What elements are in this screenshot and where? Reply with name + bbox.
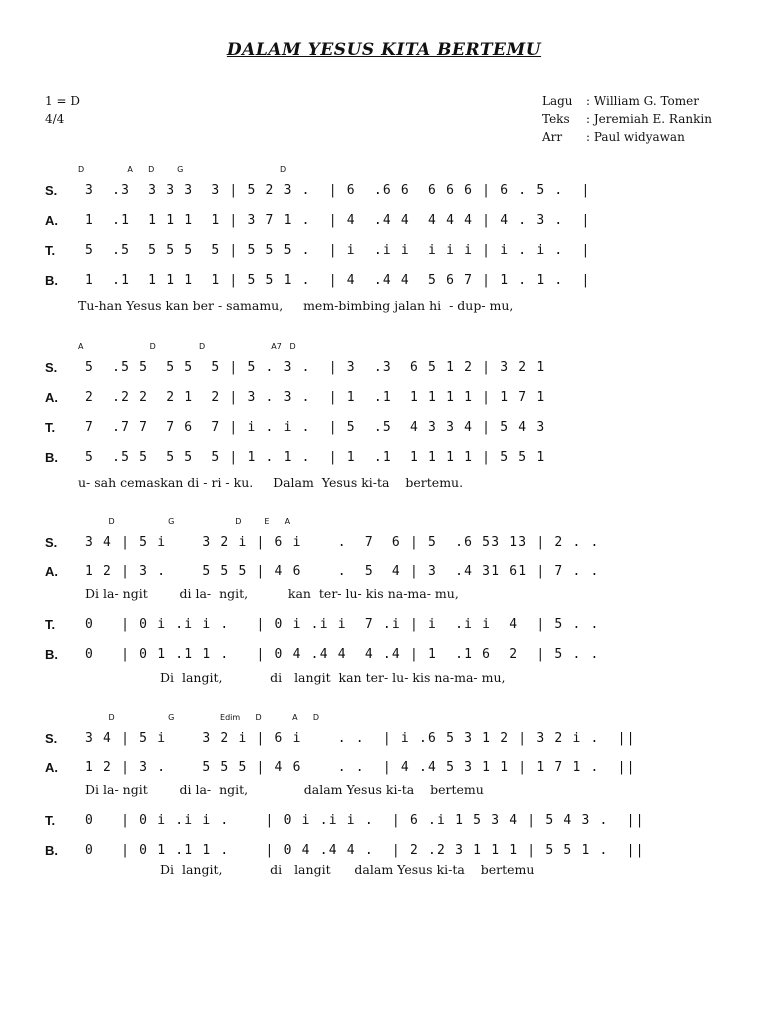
voice-notes: 3 4 | 5 i 3 2 i | 6 i . . | i .6 5 3 1 2 | 3 2 i . || [85,731,636,746]
voice-row [0,360,768,382]
voice-notes: 5 .5 5 5 5 5 | 5 5 5 . | i .i i i i i | i . i . | [85,243,591,258]
voice-label: T. [45,617,56,632]
voice-label: A. [45,390,58,405]
voice-row [0,183,768,205]
voice-notes: 1 .1 1 1 1 1 | 5 5 1 . | 4 .4 4 5 6 7 | 1 . 1 . | [85,273,591,288]
chord-line: D G Edim D A D [78,713,320,722]
voice-label: T. [45,243,56,258]
lyric-line: Di la- ngit di la- ngit, kan ter- lu- kis na-ma- mu, [85,586,459,601]
voice-row [0,450,768,472]
voice-label: A. [45,213,58,228]
voice-notes: 7 .7 7 7 6 7 | i . i . | 5 .5 4 3 3 4 | 5 4 3 [85,420,546,435]
lyric-line: Tu-han Yesus kan ber - samamu, mem-bimbing jalan hi - dup- mu, [78,298,514,313]
voice-row [0,535,768,557]
voice-row [0,213,768,235]
lyric-line: Di langit, di langit dalam Yesus ki-ta bertemu [160,862,535,877]
voice-notes: 0 | 0 1 .1 1 . | 0 4 .4 4 4 .4 | 1 .1 6 2 | 5 . . [85,647,600,662]
voice-notes: 1 .1 1 1 1 1 | 3 7 1 . | 4 .4 4 4 4 4 | 4 . 3 . | [85,213,591,228]
voice-notes: 3 .3 3 3 3 3 | 5 2 3 . | 6 .6 6 6 6 6 | 6 . 5 . | [85,183,591,198]
voice-row [0,617,768,639]
voice-row [0,420,768,442]
voice-label: T. [45,420,56,435]
voice-row [0,390,768,412]
key-signature: 1 = D [45,94,80,108]
voice-notes: 5 .5 5 5 5 5 | 1 . 1 . | 1 .1 1 1 1 1 | 5 5 1 [85,450,546,465]
voice-row [0,731,768,753]
voice-row [0,760,768,782]
voice-label: S. [45,183,58,198]
voice-label: S. [45,535,58,550]
voice-notes: 2 .2 2 2 1 2 | 3 . 3 . | 1 .1 1 1 1 1 | 1 7 1 [85,390,546,405]
song-title: DALAM YESUS KITA BERTEMU [226,40,542,60]
chord-line: A D D A7 D [78,342,296,351]
voice-notes: 0 | 0 i .i i . | 0 i .i i . | 6 .i 1 5 3 4 | 5 4 3 . || [85,813,645,828]
voice-notes: 1 2 | 3 . 5 5 5 | 4 6 . . | 4 .4 5 3 1 1 | 1 7 1 . || [85,760,636,775]
lyric-line: u- sah cemaskan di - ri - ku. Dalam Yesus ki-ta bertemu. [78,475,464,490]
voice-label: S. [45,731,58,746]
voice-notes: 1 2 | 3 . 5 5 5 | 4 6 . 5 4 | 3 .4 31 61 | 7 . . [85,564,600,579]
voice-row [0,243,768,265]
credit-lagu: Lagu : William G. Tomer [542,94,699,108]
voice-label: B. [45,273,58,288]
key-time-block [45,92,80,128]
time-signature: 4/4 [45,112,65,126]
lyric-line: Di la- ngit di la- ngit, dalam Yesus ki-ta bertemu [85,782,484,797]
voice-label: B. [45,450,58,465]
chord-line: D A D G D [78,165,287,174]
voice-row [0,813,768,835]
voice-label: B. [45,647,58,662]
voice-label: T. [45,813,56,828]
credits-block [542,92,712,146]
voice-label: A. [45,760,58,775]
voice-row [0,273,768,295]
voice-notes: 0 | 0 1 .1 1 . | 0 4 .4 4 . | 2 .2 3 1 1 1 | 5 5 1 . || [85,843,645,858]
voice-label: B. [45,843,58,858]
voice-label: S. [45,360,58,375]
credit-arr: Arr : Paul widyawan [542,130,685,144]
voice-row [0,647,768,669]
voice-notes: 3 4 | 5 i 3 2 i | 6 i . 7 6 | 5 .6 53 13 | 2 . . [85,535,600,550]
voice-notes: 5 .5 5 5 5 5 | 5 . 3 . | 3 .3 6 5 1 2 | 3 2 1 [85,360,546,375]
voice-label: A. [45,564,58,579]
voice-notes: 0 | 0 i .i i . | 0 i .i i 7 .i | i .i i 4 | 5 . . [85,617,600,632]
credit-teks: Teks : Jeremiah E. Rankin [542,112,712,126]
lyric-line: Di langit, di langit kan ter- lu- kis na-ma- mu, [160,670,506,685]
voice-row [0,564,768,586]
chord-line: D G D E A [78,517,291,526]
